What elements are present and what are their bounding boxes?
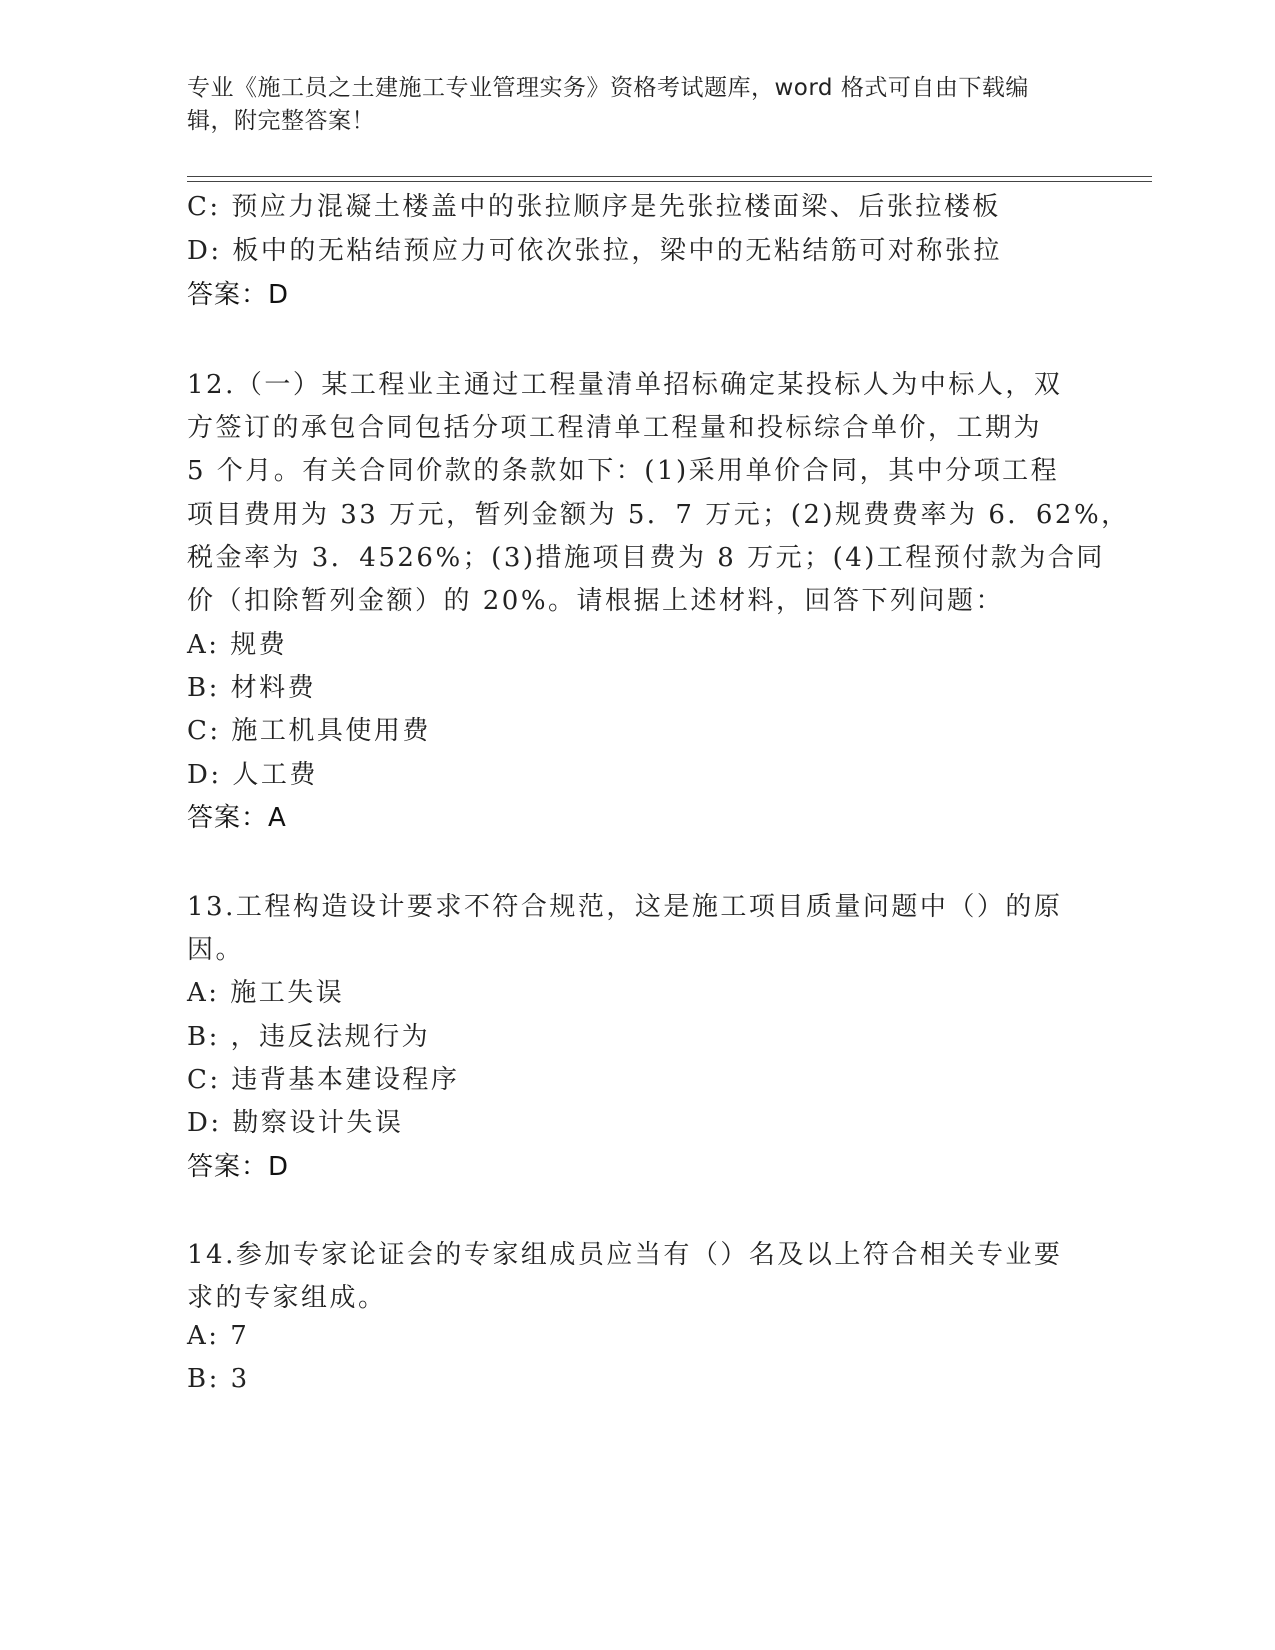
q12-stem-line-5: 税金率为 3．4526%；(3)措施项目费为 8 万元；(4)工程预付款为合同	[187, 543, 1105, 573]
q12-stem-line-4: 项目费用为 33 万元，暂列金额为 5．7 万元；(2)规费费率为 6．62%，	[187, 500, 1130, 530]
q12-option-c: C: 施工机具使用费	[187, 716, 431, 746]
q13-option-c: C: 违背基本建设程序	[187, 1065, 460, 1095]
q13-stem-line-2: 因。	[187, 935, 245, 965]
q13-option-d: D: 勘察设计失误	[187, 1108, 404, 1138]
q12-stem-line-3: 5 个月。有关合同价款的条款如下：(1)采用单价合同，其中分项工程	[187, 456, 1060, 486]
q13-stem-line-1: 13.工程构造设计要求不符合规范，这是施工项目质量问题中（）的原	[187, 892, 1063, 922]
header-line-1: 专业《施工员之土建施工专业管理实务》资格考试题库，word 格式可自由下载编	[187, 75, 1029, 101]
q12-answer: 答案：A	[187, 803, 287, 833]
q14-stem-line-2: 求的专家组成。	[187, 1283, 387, 1313]
q13-answer: 答案：D	[187, 1152, 290, 1182]
q11-answer: 答案：D	[187, 280, 290, 310]
q14-stem-line-1: 14.参加专家论证会的专家组成员应当有（）名及以上符合相关专业要	[187, 1240, 1063, 1270]
q12-option-d: D: 人工费	[187, 760, 318, 790]
q12-option-b: B: 材料费	[187, 673, 317, 703]
q13-option-a: A: 施工失误	[187, 978, 345, 1008]
q14-option-a: A: 7	[187, 1321, 250, 1351]
q14-option-b: B: 3	[187, 1364, 250, 1394]
q12-stem-line-1: 12.（一）某工程业主通过工程量清单招标确定某投标人为中标人，双	[187, 370, 1063, 400]
q12-stem-line-2: 方签订的承包合同包括分项工程清单工程量和投标综合单价，工期为	[187, 413, 1043, 443]
document-header	[187, 72, 1067, 138]
q12-stem-line-6: 价（扣除暂列金额）的 20%。请根据上述材料，回答下列问题：	[187, 586, 1005, 616]
q11-option-c: C: 预应力混凝土楼盖中的张拉顺序是先张拉楼面梁、后张拉楼板	[187, 192, 1001, 222]
header-line-2: 辑，附完整答案！	[187, 108, 375, 134]
q13-option-b: B: ，违反法规行为	[187, 1022, 431, 1052]
header-divider-top	[187, 176, 1152, 177]
q11-option-d: D: 板中的无粘结预应力可依次张拉，梁中的无粘结筋可对称张拉	[187, 236, 1002, 266]
q12-option-a: A: 规费	[187, 630, 288, 660]
header-divider-bottom	[187, 181, 1152, 182]
